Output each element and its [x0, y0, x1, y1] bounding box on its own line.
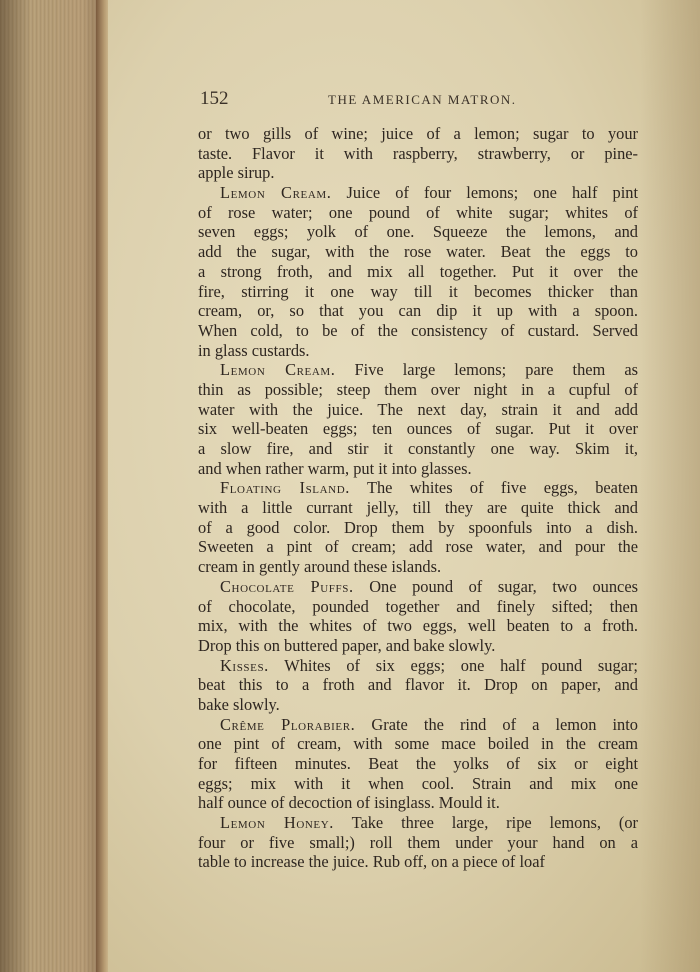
text-line — [198, 400, 638, 420]
text-line — [198, 636, 638, 656]
recipe-heading: Floating Island. — [220, 478, 350, 498]
text-line — [198, 557, 638, 577]
text-line — [198, 459, 638, 479]
line-text: a strong froth, and mix all together. Put it over the — [198, 261, 638, 281]
line-text: a slow fire, and stir it constantly one way. Skim it, — [198, 439, 638, 458]
line-text: in glass custards. — [198, 340, 310, 360]
text-line — [198, 419, 638, 439]
recipe-heading: Lemon Cream. — [220, 183, 332, 203]
text-line — [198, 675, 638, 695]
text-line — [198, 301, 638, 321]
line-text: Drop this on buttered paper, and bake slowly. — [198, 635, 496, 655]
text-line — [198, 222, 638, 242]
page-edges — [0, 0, 104, 972]
text-line — [198, 616, 638, 636]
line-text: cream in gently around these islands. — [198, 557, 442, 577]
text-line — [198, 163, 638, 183]
line-text: mix, with the whites of two eggs, well beaten to a froth. — [198, 616, 638, 636]
line-text: of a good color. Drop them by spoonfuls into a dish. — [198, 517, 638, 537]
line-text: for fifteen minutes. Beat the yolks of six or eight — [198, 754, 638, 773]
text-line — [198, 498, 638, 518]
text-line — [198, 793, 638, 813]
text-line — [198, 242, 638, 262]
line-text: apple sirup. — [198, 163, 275, 183]
text-line — [198, 833, 638, 853]
line-text: four or five small;) roll them under your hand on a — [198, 832, 638, 852]
text-line — [198, 734, 638, 754]
recipe-heading: Crême Plorabier. — [220, 714, 356, 734]
line-text: of rose water; one pound of white sugar; whites of — [198, 202, 638, 222]
recipe-heading: Kisses. — [220, 655, 269, 675]
line-text: beat this to a froth and flavor it. Drop on paper, and — [198, 675, 638, 695]
line-text: table to increase the juice. Rub off, on a piece of loaf — [198, 852, 545, 872]
paragraph-start-line — [198, 577, 638, 597]
text-line — [198, 262, 638, 282]
text-line — [198, 203, 638, 223]
recipe-heading: Chocolate Puffs. — [220, 576, 354, 596]
text-line — [198, 282, 638, 302]
line-text: fire, stirring it one way till it becomes thicker than — [198, 281, 638, 301]
line-text: cream, or, so that you can dip it up with a spoon. — [198, 301, 638, 321]
text-line — [198, 597, 638, 617]
line-text: Take three large, ripe lemons, (or — [333, 813, 638, 833]
recipe-heading: Lemon Honey. — [220, 813, 334, 833]
line-text: or two gills of wine; juice of a lemon; sugar to your — [198, 124, 638, 143]
text-line — [198, 695, 638, 715]
line-text: water with the juice. The next day, strain it and add — [198, 399, 638, 419]
line-text: half ounce of decoction of isinglass. Mould it. — [198, 793, 500, 813]
line-text: Whites of six eggs; one half pound sugar; — [268, 655, 638, 675]
line-text: six well-beaten eggs; ten ounces of sugar. Put it over — [198, 419, 638, 439]
paragraph-start-line — [198, 813, 638, 833]
text-line — [198, 124, 638, 144]
line-text: and when rather warm, put it into glasses. — [198, 458, 472, 478]
paragraph-start-line — [198, 478, 638, 498]
text-line — [198, 144, 638, 164]
text-line — [198, 439, 638, 459]
line-text: Juice of four lemons; one half pint — [331, 183, 638, 203]
line-text: of chocolate, pounded together and finely sifted; then — [198, 596, 638, 616]
line-text: bake slowly. — [198, 694, 280, 714]
line-text: add the sugar, with the rose water. Beat the eggs to — [198, 242, 638, 262]
text-line — [198, 341, 638, 361]
line-text: The whites of five eggs, beaten — [349, 478, 638, 498]
paragraph-start-line — [198, 183, 638, 203]
text-line — [198, 537, 638, 557]
text-line — [198, 774, 638, 794]
line-text: Sweeten a pint of cream; add rose water, and pour the — [198, 537, 638, 557]
line-text: with a little currant jelly, till they are quite thick and — [198, 498, 638, 518]
line-text: seven eggs; yolk of one. Squeeze the lemons, and — [198, 222, 638, 242]
line-text: thin as possible; steep them over night in a cupful of — [198, 379, 638, 399]
recipe-heading: Lemon Cream. — [220, 360, 336, 380]
paragraph-start-line — [198, 656, 638, 676]
body-text — [198, 124, 638, 872]
line-text: When cold, to be of the consistency of custard. Served — [198, 320, 638, 340]
text-line — [198, 754, 638, 774]
text-line — [198, 380, 638, 400]
page-number: 152 — [200, 88, 229, 109]
line-text: One pound of sugar, two ounces — [353, 576, 638, 596]
line-text: taste. Flavor it with raspberry, strawberry, or pine- — [198, 143, 638, 163]
paragraph-start-line — [198, 360, 638, 380]
text-line — [198, 852, 638, 872]
line-text: eggs; mix with it when cool. Strain and mix one — [198, 773, 638, 793]
line-text: Grate the rind of a lemon into — [355, 714, 639, 734]
text-line — [198, 518, 638, 538]
text-line — [198, 321, 638, 341]
paragraph-start-line — [198, 715, 638, 735]
line-text: Five large lemons; pare them as — [335, 360, 639, 380]
running-head: THE AMERICAN MATRON. — [328, 92, 517, 107]
page-header — [200, 88, 640, 112]
line-text: one pint of cream, with some mace boiled in the cream — [198, 734, 638, 754]
